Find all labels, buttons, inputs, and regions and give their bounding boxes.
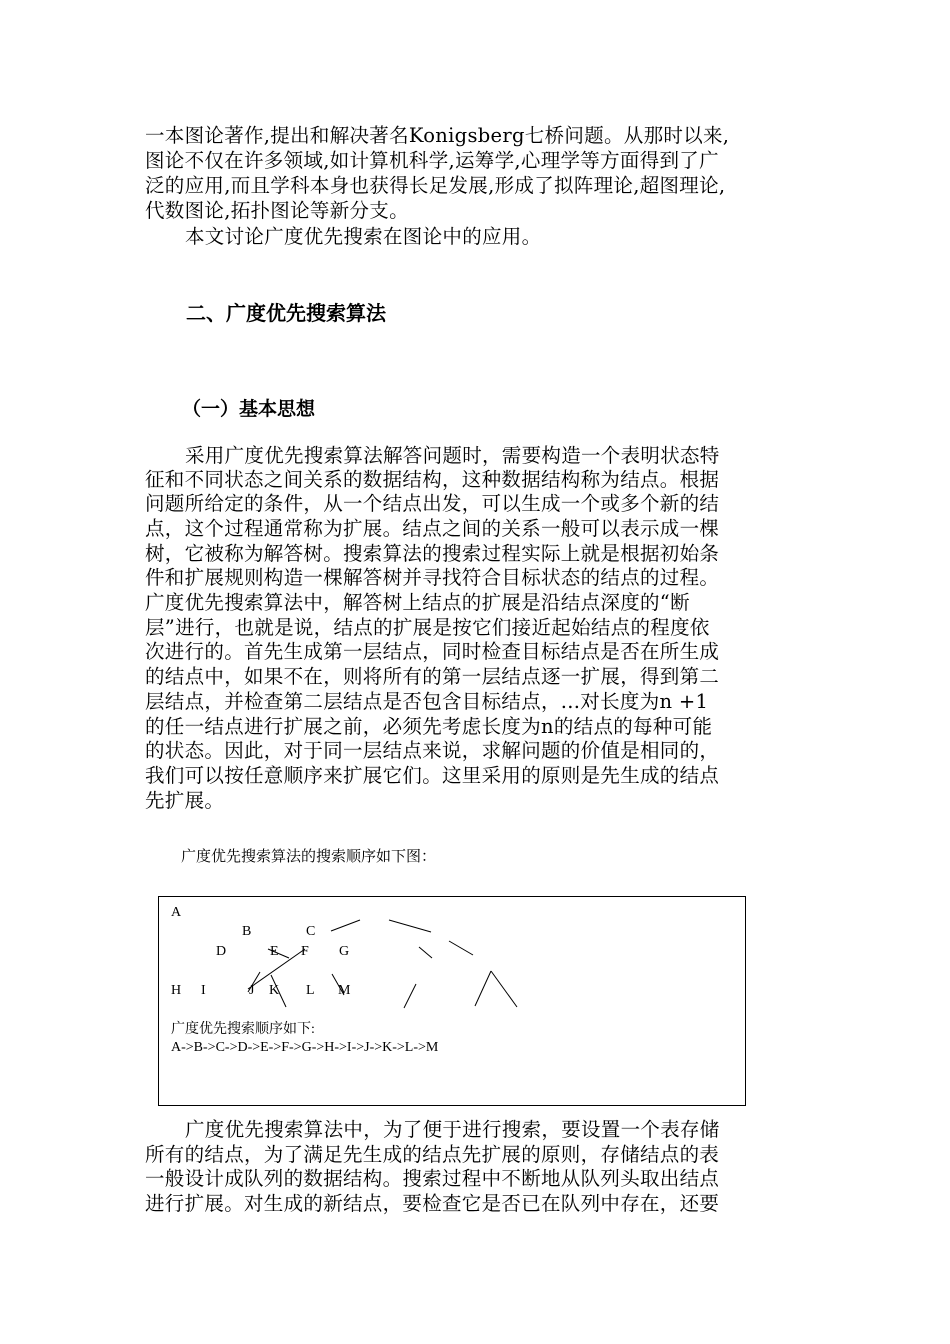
body-line-11: 层结点，并检查第二层结点是否包含目标结点，...对长度为n +1 xyxy=(145,690,709,713)
search-order-sequence: A->B->C->D->E->F->G->H->I->J->K->L->M xyxy=(171,1040,439,1055)
body-line-1: 采用广度优先搜索算法解答问题时，需要构造一个表明状态特 xyxy=(185,444,720,467)
node-a: A xyxy=(171,905,182,920)
edge-g-l xyxy=(475,971,491,1006)
edge-b-d xyxy=(419,947,432,958)
node-c: C xyxy=(306,924,316,939)
intro-line-3: 泛的应用,而且学科本身也获得长足发展,形成了拟阵理论,超图理论, xyxy=(145,174,726,197)
body-line-13: 的状态。因此，对于同一层结点来说，求解问题的价值是相同的， xyxy=(145,739,720,762)
search-order-label: 广度优先搜索顺序如下: xyxy=(171,1022,315,1037)
body-line-8: 层”进行，也就是说，结点的扩展是按它们接近起始结点的程度依 xyxy=(145,616,710,639)
body-line-5: 树，它被称为解答树。搜索算法的搜索过程实际上就是根据初始条 xyxy=(145,542,720,565)
node-d: D xyxy=(216,944,227,959)
edge-g-m xyxy=(491,971,517,1007)
intro-paragraph-2: 本文讨论广度优先搜索在图论中的应用。 xyxy=(185,225,542,248)
section-heading: 二、广度优先搜索算法 xyxy=(186,301,386,325)
node-i: I xyxy=(201,983,206,998)
body-line-14: 我们可以按任意顺序来扩展它们。这里采用的原则是先生成的结点 xyxy=(145,764,720,787)
bottom-line-3: 一般设计成队列的数据结构。搜索过程中不断地从队列头取出结点 xyxy=(145,1167,720,1190)
body-line-9: 次进行的。首先生成第一层结点，同时检查目标结点是否在所生成 xyxy=(145,640,720,663)
intro-line-1: 一本图论著作,提出和解决著名Konigsberg七桥问题。从那时以来, xyxy=(145,124,730,147)
node-k: K xyxy=(269,983,280,998)
edge-a-c xyxy=(389,920,431,932)
node-b: B xyxy=(242,924,252,939)
node-g: G xyxy=(339,944,350,959)
body-line-2: 征和不同状态之间关系的数据结构，这种数据结构称为结点。根据 xyxy=(145,468,720,491)
body-line-12: 的任一结点进行扩展之前，必须先考虑长度为n的结点的每种可能 xyxy=(145,715,713,738)
subsection-heading: （一）基本思想 xyxy=(182,398,316,420)
bottom-line-1: 广度优先搜索算法中，为了便于进行搜索，要设置一个表存储 xyxy=(185,1118,720,1141)
node-j: J xyxy=(249,983,255,998)
node-f: F xyxy=(301,944,309,959)
body-line-7: 广度优先搜索算法中，解答树上结点的扩展是沿结点深度的“断 xyxy=(145,591,690,614)
search-tree-figure xyxy=(158,896,746,1106)
intro-line-4: 代数图论,拓扑图论等新分支。 xyxy=(145,199,409,222)
node-m: M xyxy=(338,983,351,998)
body-line-6: 件和扩展规则构造一棵解答树并寻找符合目标状态的结点的过程。 xyxy=(145,566,720,589)
edge-a-b xyxy=(331,920,360,931)
figure-caption: 广度优先搜索算法的搜索顺序如下图： xyxy=(181,847,437,865)
node-l: L xyxy=(306,983,315,998)
intro-line-2: 图论不仅在许多领域,如计算机科学,运筹学,心理学等方面得到了广 xyxy=(145,149,719,172)
body-line-10: 的结点中，如果不在，则将所有的第一层结点逐一扩展，得到第二 xyxy=(145,665,720,688)
bottom-line-2: 所有的结点，为了满足先生成的结点先扩展的原则，存储结点的表 xyxy=(145,1143,720,1166)
body-line-4: 点，这个过程通常称为扩展。结点之间的关系一般可以表示成一棵 xyxy=(145,517,720,540)
edge-f-k xyxy=(404,984,416,1008)
body-line-3: 问题所给定的条件，从一个结点出发，可以生成一个或多个新的结 xyxy=(145,492,720,515)
edge-c-f xyxy=(449,941,473,955)
bottom-line-4: 进行扩展。对生成的新结点，要检查它是否已在队列中存在，还要 xyxy=(145,1192,720,1215)
node-h: H xyxy=(171,983,182,998)
node-e: E xyxy=(270,944,279,959)
body-line-15: 先扩展。 xyxy=(145,789,225,812)
